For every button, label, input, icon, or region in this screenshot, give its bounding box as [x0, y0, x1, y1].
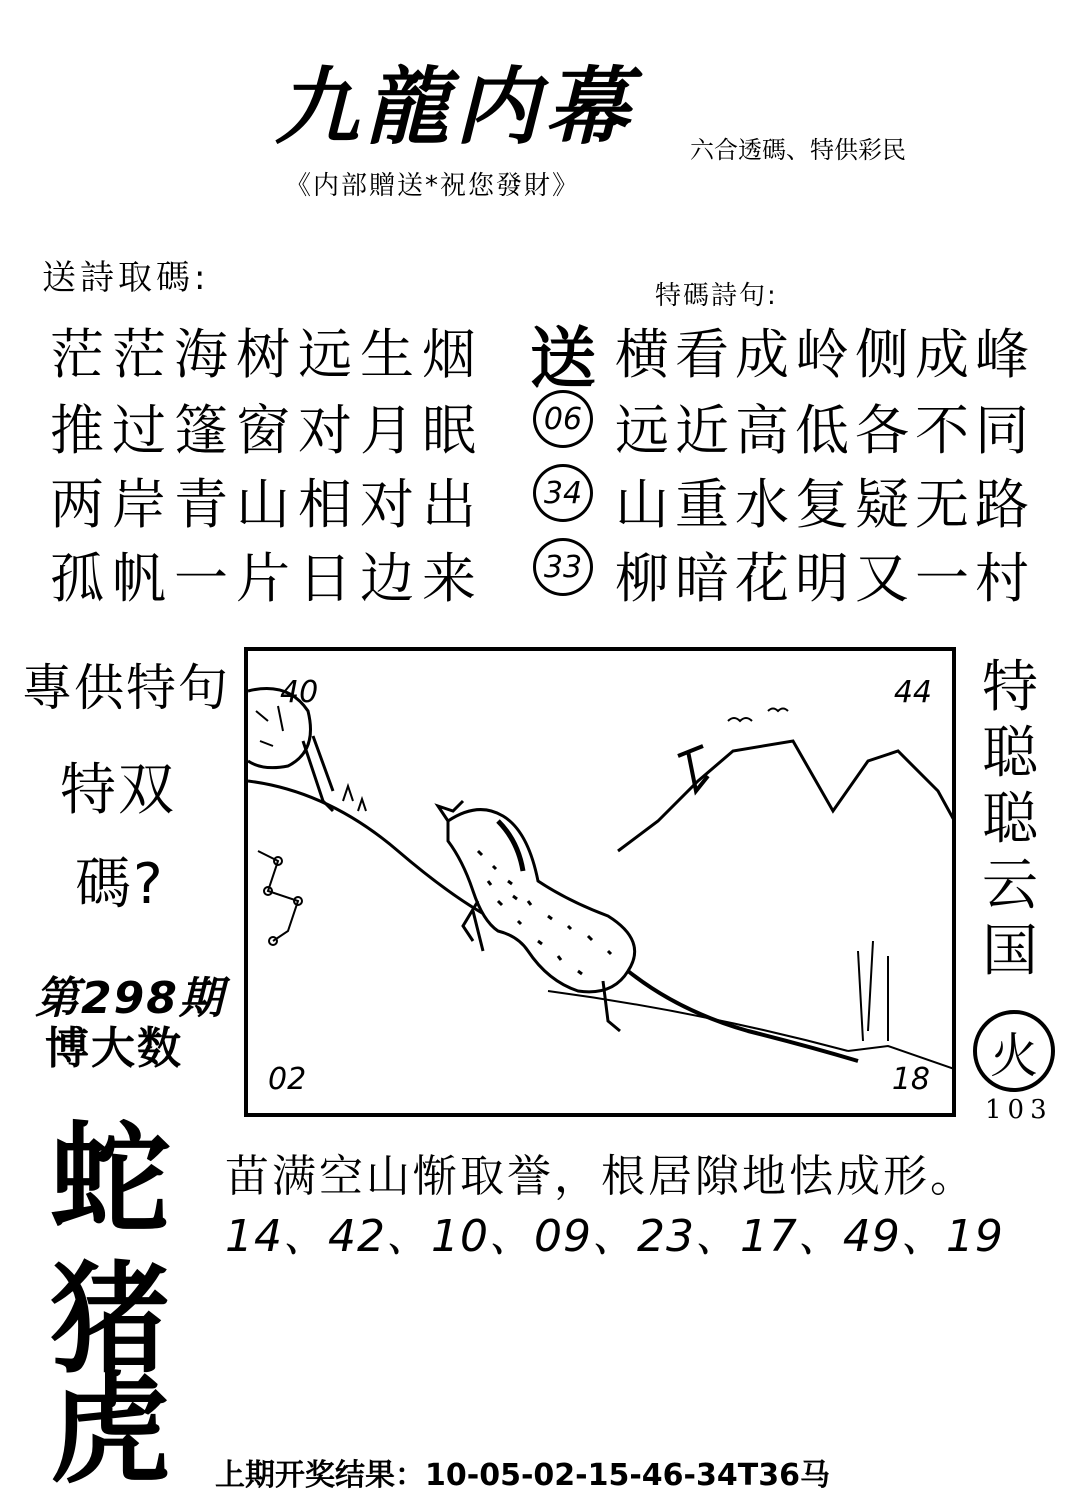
illustration-frame — [244, 647, 956, 1117]
number-badge: 34 — [533, 464, 593, 522]
number-badge: 06 — [533, 390, 593, 448]
circle-number: 103 — [985, 1095, 1053, 1125]
vertical-char-4: 云 — [982, 853, 1038, 918]
poem-line-3: 两岸青山相对出 — [50, 473, 484, 536]
last-result: 上期开奖结果：10-05-02-15-46-34T36马 — [215, 1458, 830, 1493]
double-code-label: 碼? — [75, 852, 165, 917]
cat-mountain-illustration — [248, 651, 956, 1117]
corner-number-top-left: 40 — [280, 675, 319, 710]
vertical-char-2: 聪 — [982, 721, 1038, 786]
issue-number: 第298期 — [35, 973, 225, 1024]
corner-number-bottom-right: 18 — [891, 1062, 930, 1097]
special-poem-heading: 特碼詩句: — [655, 281, 778, 311]
element-circle: 火 — [973, 1010, 1055, 1092]
hint-phrase: 苗满空山惭取誉，根居隙地怯成形。 — [225, 1151, 977, 1202]
special-line-4: 柳暗花明又一村 — [615, 547, 1035, 610]
double-label: 特双 — [60, 758, 176, 823]
page-title: 九龍内幕 — [275, 58, 636, 156]
poem-line-1: 茫茫海树远生烟 — [50, 323, 484, 386]
song-label: 送 — [530, 320, 596, 397]
poem-line-4: 孤帆一片日边来 — [50, 547, 484, 610]
vertical-char-5: 国 — [982, 919, 1038, 984]
number-list: 14、42、10、09、23、17、49、19 — [225, 1211, 1004, 1262]
animal-1: 蛇 — [50, 1109, 170, 1250]
special-line-1: 横看成岭侧成峰 — [615, 323, 1035, 386]
vertical-char-1: 特 — [982, 655, 1038, 720]
special-line-2: 远近高低各不同 — [615, 399, 1035, 462]
vertical-char-3: 聪 — [982, 787, 1038, 852]
animal-2: 猪 — [50, 1249, 170, 1390]
tagline: 六合透碼、特供彩民 — [690, 136, 906, 164]
poem-line-2: 推过篷窗对月眠 — [50, 399, 484, 462]
corner-number-top-right: 44 — [893, 675, 932, 710]
number-badge: 33 — [533, 538, 593, 596]
animal-3: 虎 — [50, 1359, 170, 1500]
special-line-3: 山重水复疑无路 — [615, 473, 1035, 536]
special-line-label: 專供特句 — [22, 659, 230, 717]
issue-subtitle: 博大数 — [45, 1023, 183, 1074]
poem-heading: 送詩取碼: — [42, 258, 210, 298]
subtitle: 《内部贈送*祝您發財》 — [285, 171, 581, 201]
corner-number-bottom-left: 02 — [268, 1062, 307, 1097]
